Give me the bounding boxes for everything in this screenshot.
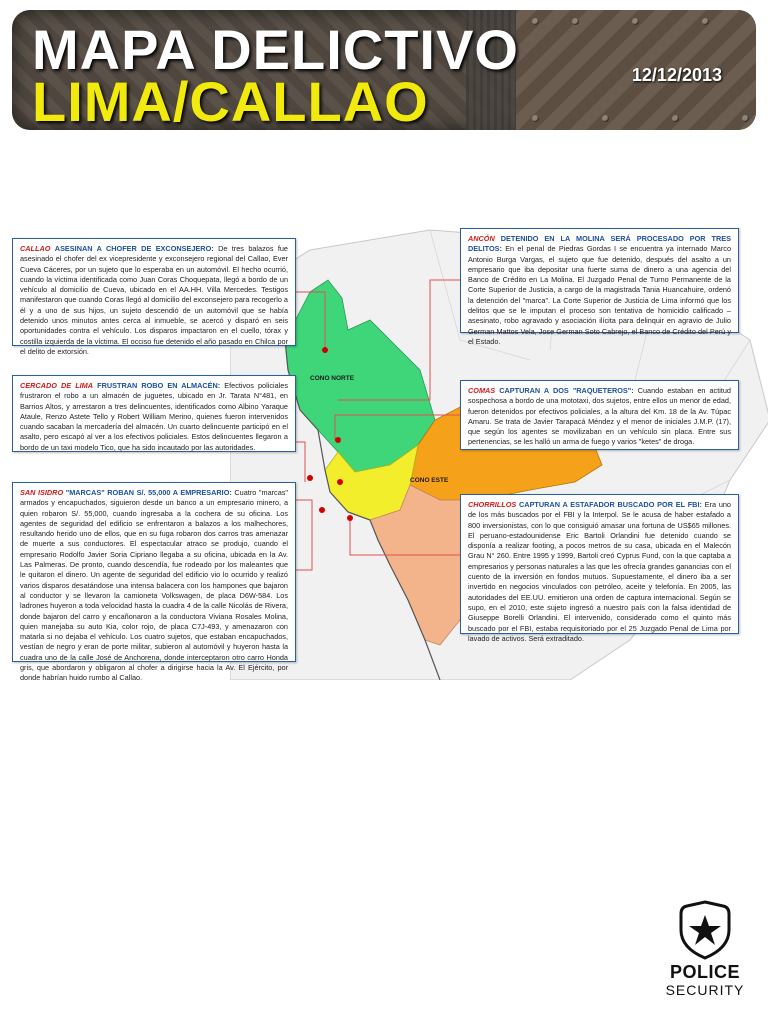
header-banner (12, 10, 756, 130)
incident-cercado-de-lima (12, 375, 296, 452)
incident-body: De tres balazos fue asesinado el chofer del ex vicepresidente y exconsejero regional del Callao, Ever Cueva Cáceres, por un sujeto que lo esperaba en un automóvil. El hecho ocurrió, cuando la víctima identificada como Juan Coras Choquepata, llegó a bordo de un vehículo al domicilio de Cueva, ubicado en el AA.HH. Villa Mercedes. Testigos manifestaron que cuando Coras llegó al domicilio del exconsejero para recogerlo a él y a uno de sus hijos, un sujeto descendió de un automóvil que se había detenido unos minutos antes cerca al inmueble, se acercó y disparó en seis oportunidades contra el vehículo. Los disparos impactaron en el cuello, tórax y costilla izquierda de la víctima. El occiso fue detenido el año pasado en Chilca por el delito de extorsión. (20, 244, 288, 356)
logo-line1: POLICE (669, 962, 740, 982)
shield-star-icon (675, 900, 735, 960)
incident-place: CERCADO DE LIMA (20, 381, 94, 390)
incident-place: SAN ISIDRO (20, 488, 64, 497)
incident-body: Era uno de los más buscados por el FBI y la Interpol. Se le acusa de haber estafado a 800 inversionistas, con lo que consiguió amasar una fortuna de US$65 millones. El peruano-estadounidense Eric Bartoli Orlandini fue detenido cuando se disponía a realizar footing, a pocos metros de su casa, ubicada en el Malecón Grau N° 260. Entre 1995 y 1999, Bartoli creó Cyprus Fund, con la que captaba a empresarios y personas naturales a las que les ofrecía grandes ganancias con el cuento de la inversión en fondos mutuos. Supuestamente, el dinero iba a ser invertido en negocios vinculados con petróleo, aceite y telefonía. En 2005, las autoridades del EE.UU. emitieron una orden de captura internacional. Según se supo, en el 2010, este sujeto ingresó a nuestro país con la falsa identidad de Giuseppe Borelli Orlandini. El intervenido, considerado como el quinto más buscado por el FBI, estaba requisitoriado por el 25 Juzgado Penal de Lima por lavado de activos. Será extraditado. (468, 500, 731, 643)
incident-place: ANCÓN (468, 234, 495, 243)
report-date: 12/12/2013 (631, 65, 722, 85)
page-subtitle: LIMA/CALLAO (32, 70, 429, 130)
police-security-logo (660, 900, 750, 1010)
incident-body: Cuando estaban en actitud sospechosa a bordo de una mototaxi, dos sujetos, entre ellos un menor de edad, fueron detenidos por efectivos policiales, a la altura del Km. 18 de la Av. Túpac Amaru. Se trata de Javier Tarapacá Méndez y el menor de iniciales J.M.P. (17), que según los agentes se movilizaban en un vehículo sin placa. Entre sus pertenencias, se les halló un arma de fuego y varios "ketes" de droga. (468, 386, 731, 447)
incident-headline: DETENIDO EN LA MOLINA SERÁ PROCESADO POR TRES DELITOS: (468, 234, 731, 254)
zone-label-cono-este: CONO ESTE (410, 477, 449, 484)
zone-label-cono-norte: CONO NORTE (310, 375, 355, 382)
incident-place: COMAS (468, 386, 496, 395)
incident-headline: CAPTURAN A DOS "RAQUETEROS": (499, 386, 634, 395)
incident-headline: CAPTURAN A ESTAFADOR BUSCADO POR EL FBI: (519, 500, 702, 509)
incident-callao (12, 238, 296, 356)
incident-place: CHORRILLOS (468, 500, 517, 509)
incident-headline: FRUSTRAN ROBO EN ALMACÉN: (97, 381, 221, 390)
incident-san-isidro (12, 482, 296, 683)
incident-body: Efectivos policiales frustraron el robo a un almacén de juguetes, ubicado en Jr. Tarata N°481, en Barrios Altos, y arrestaron a tres delincuentes, identificados como Albino Yaraque Ataule, Renzo Astete Tello y Robert William Merino, quienes fueron intervenidos cuando sacaban la mercadería del almacén. Un cuarto delincuente participó en el asalto, pero escapó al ver a los efectivos policiales. Estos delincuentes llegaron a bordo de un taxi modelo Tico, que ha sido incautado por las autoridades. (20, 381, 288, 452)
incident-headline: "MARCAS" ROBAN S/. 55,000 A EMPRESARIO: (65, 488, 232, 497)
incident-ancon (460, 228, 739, 346)
logo-line2: SECURITY (665, 982, 745, 998)
incident-comas (460, 380, 739, 450)
incident-chorrillos (460, 494, 739, 643)
page-title: MAPA DELICTIVO (32, 18, 519, 81)
incident-place: CALLAO (20, 244, 51, 253)
incident-headline: ASESINAN A CHOFER DE EXCONSEJERO: (54, 244, 214, 253)
incident-body: En el penal de Piedras Gordas I se encuentra ya internado Marco Antonio Burga Vargas, el sujeto que fue detenido, después del asalto a un empresario que iba depositar una fuerte suma de dinero a una agencia del Banco de Crédito en La Molina. El Juzgado Penal de Turno Permanente de la Corte Superior de Justicia, a cargo de la magistrada Tania Huancahuire, ordenó la detención del "marca". La Corte Superior de Justicia de Lima informó que los delitos que se le imputan el proceso son tentativa de homicidio calificado – asesinato, robo agravado y asociación ilícita para delinquir en agravio de Julio German Mattos Vela, Jose German Soto Cabrejo, el Banco de Crédito del Perú y el Estado. (468, 244, 731, 346)
incident-body: Cuatro "marcas" armados y encapuchados, siguieron desde un banco a un empresario minero, a quien robaron S/. 55,000, cuando ingresaba a la cochera de su oficina. Los agentes de seguridad del edificio se enfrentaron a balazos a los malhechores, resultando herido uno de ellos, que en su fuga robaron dos carros tras amenazar de muerte a sus conductores. El espectacular atraco se produjo, cuando el empresario Rodolfo Javier Soria Cipriano llegaba a su oficina, ubicada en la Av. Las Palmeras. De pronto, cuando descendía, fue rodeado por los maleantes que le quitaron el dinero. Un agente de seguridad del edificio vio lo ocurrido y realizó varios disparos desatándose una intensa balacera con los hampones que bajaron al conductor y se llevaron la camioneta Volkswagen, de placa D6W-584. Los ladrones huyeron a toda velocidad hasta la cuadra 4 de la calle Nicolás de Rivera, donde bajaron del carro y encañonaron a la conductora Viviana Rosales Molina, quien manejaba su auto Kia, color rojo, de placa C7J-493, y amenazaron con matarla si no dejaba el vehículo. Los cuatro sujetos, que estaban encapuchados, vestían de negro y eran de porte militar, subieron al automóvil y huyeron hasta la cuadra uno de la calle José de Anchorena, donde interceptaron otro carro Honda gris, que abordaron y obligaron al chofer a dirigirse hacia la Av. El Ejército, por donde habrían huido rumbo al Callao. (20, 488, 289, 683)
